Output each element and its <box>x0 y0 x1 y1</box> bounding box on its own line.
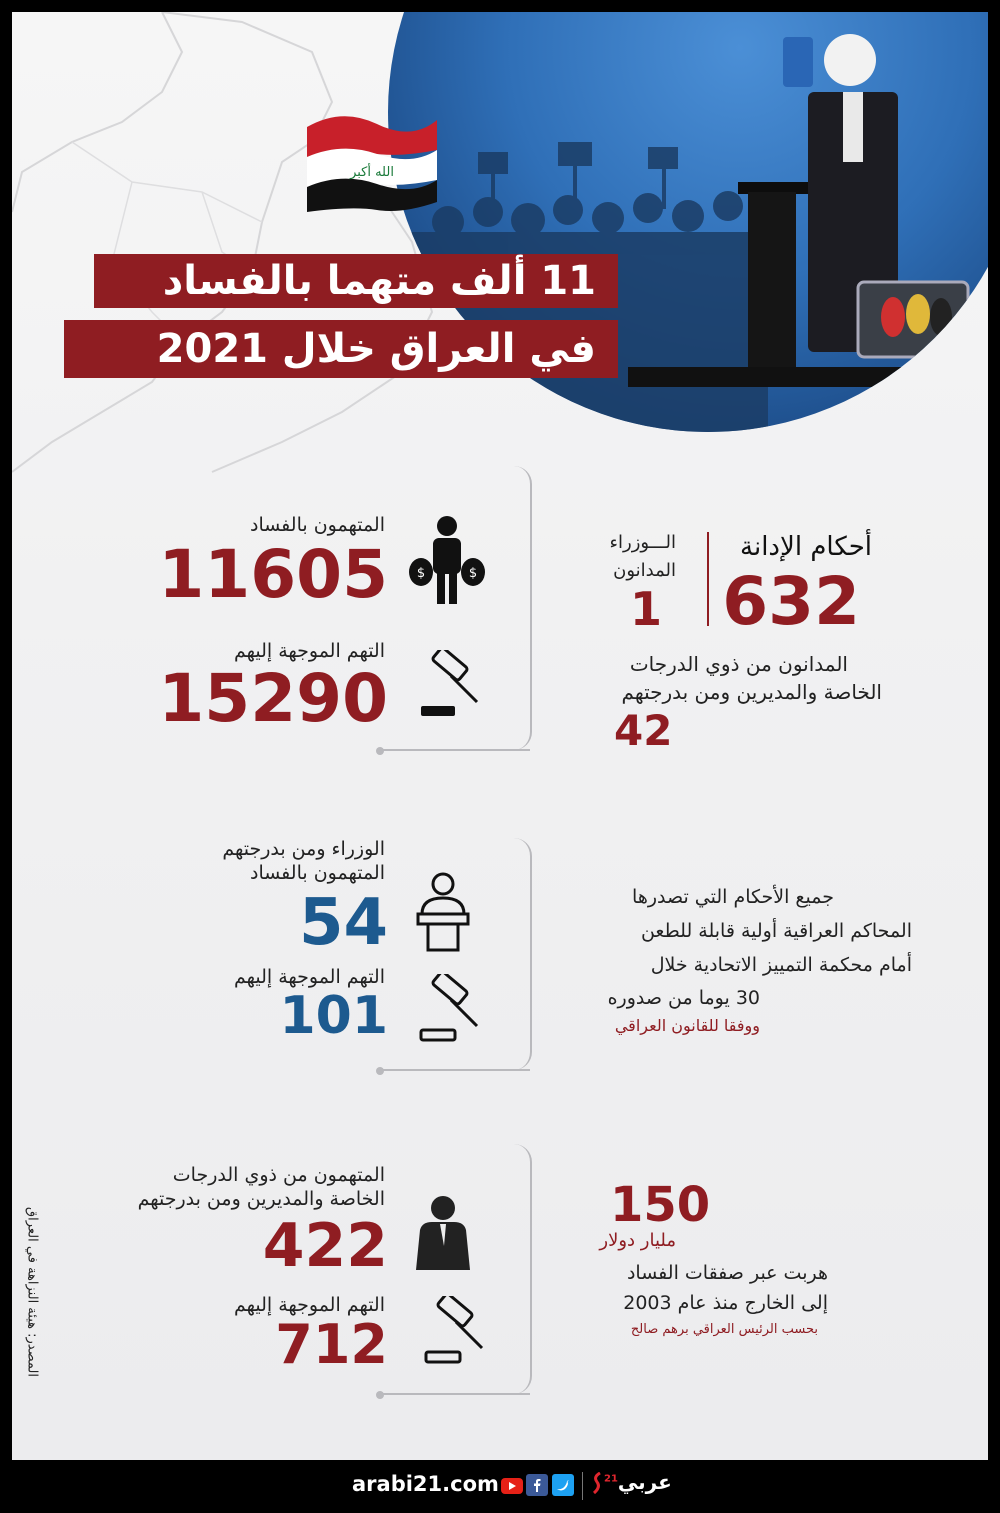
brand-logo-text <box>604 1470 672 1494</box>
source-vertical-text <box>20 1172 44 1412</box>
note-line-3: أمام محكمة التمييز الاتحادية خلال <box>650 954 912 976</box>
ministers-accused-label-2: المتهمون بالفساد <box>249 862 385 884</box>
accused-label: المتهمون بالفساد <box>249 514 385 536</box>
money-source: بحسب الرئيس العراقي برهم صالح <box>630 1322 818 1337</box>
site-link[interactable]: arabi21.com <box>352 1472 499 1496</box>
speaker-podium-icon <box>412 870 474 952</box>
source-text: المصدر: هيئة النزاهة في العراق <box>24 1207 40 1377</box>
page-title-line-2: في العراق خلال 2021 <box>64 320 618 378</box>
convictions-label: أحكام الإدانة <box>740 532 872 562</box>
page-title-line-1: 11 ألف متهما بالفساد <box>94 254 618 308</box>
officials-value: 422 <box>262 1211 388 1281</box>
charges-value: 15290 <box>158 660 388 737</box>
officials-label-2: الخاصة والمديرين ومن بدرجتهم <box>137 1188 385 1210</box>
ministers-value: 1 <box>630 582 663 636</box>
officials-label-1: المتهمون من ذوي الدرجات <box>172 1164 385 1186</box>
facebook-icon[interactable] <box>526 1474 548 1496</box>
convictions-value: 632 <box>722 563 860 640</box>
iraq-flag-icon <box>302 102 442 212</box>
gavel-icon <box>415 974 487 1046</box>
money-value: 150 <box>610 1177 711 1233</box>
special-label-2: الخاصة والمديرين ومن بدرجتهم <box>621 680 882 704</box>
svg-text:$: $ <box>416 566 426 581</box>
footer-bar <box>0 1460 1000 1513</box>
money-line-1: هربت عبر صفقات الفساد <box>626 1262 828 1284</box>
ministers-label-1: الـــوزراء <box>609 532 676 553</box>
ministers-charges-label: التهم الموجهة إليهم <box>233 966 385 988</box>
special-label-1: المدانون من ذوي الدرجات <box>629 652 848 676</box>
officials-charges-value: 712 <box>275 1313 388 1376</box>
ministers-label-2: المدانون <box>613 560 676 581</box>
charges-label: التهم الموجهة إليهم <box>233 640 385 662</box>
note-line-1: جميع الأحكام التي تصدرها <box>632 886 834 908</box>
gavel-icon <box>415 650 487 722</box>
twitter-icon[interactable] <box>552 1474 574 1496</box>
footer-divider <box>582 1472 583 1500</box>
brand-name: عربي <box>617 1470 672 1494</box>
businessman-icon <box>412 1194 474 1270</box>
ministers-accused-label-1: الوزراء ومن بدرجتهم <box>222 838 385 860</box>
youtube-icon[interactable] <box>500 1474 524 1498</box>
note-line-4: 30 يوما من صدوره <box>607 987 760 1009</box>
divider <box>707 532 709 626</box>
svg-text:$: $ <box>468 566 478 581</box>
note-source: ووفقا للقانون العراقي <box>614 1016 760 1035</box>
ministers-accused-value: 54 <box>298 886 388 960</box>
money-unit: مليار دولار <box>599 1230 676 1251</box>
officials-charges-label: التهم الموجهة إليهم <box>233 1294 385 1316</box>
gavel-icon <box>420 1296 492 1368</box>
infographic-canvas <box>12 12 988 1460</box>
accused-value: 11605 <box>158 536 388 613</box>
money-bags-icon <box>407 514 487 606</box>
note-line-2: المحاكم العراقية أولية قابلة للطعن <box>640 920 912 942</box>
brand-mark-icon <box>592 1472 602 1494</box>
flag-emblem-text: الله أكبر <box>350 165 394 180</box>
brand-number: 21 <box>604 1473 618 1485</box>
ministers-charges-value: 101 <box>279 986 388 1046</box>
special-value: 42 <box>614 706 673 755</box>
money-line-2: إلى الخارج منذ عام 2003 <box>623 1292 828 1314</box>
